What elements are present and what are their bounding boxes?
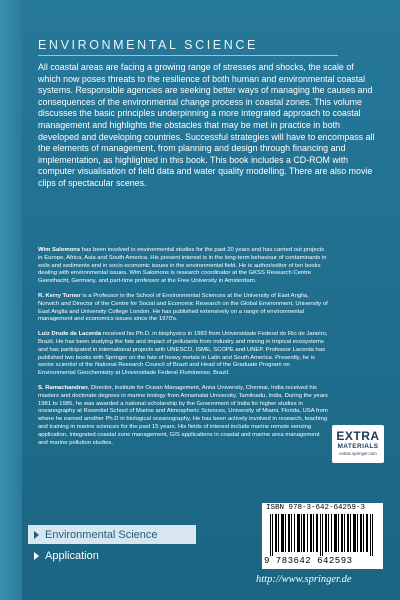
barcode-image xyxy=(270,514,376,556)
category-label: Environmental Science xyxy=(45,528,158,541)
isbn-text: ISBN 978-3-642-64259-3 xyxy=(266,504,366,512)
triangle-right-icon xyxy=(34,531,39,539)
author-bio xyxy=(38,293,328,324)
barcode-panel xyxy=(262,503,383,569)
category-application[interactable] xyxy=(28,546,196,565)
category-label: Application xyxy=(45,549,99,562)
book-description: All coastal areas are facing a growing range of stresses and shocks, the scale of which now poses threats to the resilience of both human and environmental coastal systems. Responsible agencies are seeking better ways of managing the causes and consequences of the environmental change process in coastal zones. This volume discusses the basic principles underpinning a more integrated approach to coastal management and highlights the obstacles that may be met in practice in both developed and developing countries. Successful strategies will have to encompass all the elements of management, from planning and design through financing and implementation, as highlighted in this book. This book includes a CD-ROM with computer visualisation of field data and water quality modelling. There are also movie clips of spectacular scenes. xyxy=(38,62,375,188)
extra-materials-badge[interactable] xyxy=(332,425,384,463)
series-title: ENVIRONMENTAL SCIENCE xyxy=(38,38,258,52)
barcode-digits: 9 783642 642593 xyxy=(264,556,353,566)
badge-title: EXTRA xyxy=(336,429,380,443)
author-bio-text: is a Professor in the School of Environmental Sciences at the University of East Anglia, Norwich and Director of the Centre for Social and Economic Research on the Global Environment, University of East Anglia and University College London. He has published extensively on a range of environmental management and economics issues since the 1970's. xyxy=(38,292,328,323)
author-name: Luiz Drude de Lacerda xyxy=(38,331,102,338)
badge-url: extras.springer.com xyxy=(339,451,377,456)
author-bio-text: received his Ph.D. in biophysics in 1983 from Universidade Federal do Rio de Janeiro, Brazil. He has been studying the fate and impact of pollutants from industry and mining in tropical ecosystems and has participated in international projects with UNESCO, ISME, SCOPE and UNEP. Professor Lacerda has published two books with Springer on the fate of heavy metals in Latin and South America. Presently, he is senior scientist of the National Research Council of Brazil and Head of the Graduate Program on Environmental Geochemistry at Universidade Federal Fluminense, Brazil. xyxy=(38,331,328,377)
triangle-right-icon xyxy=(34,552,39,560)
publisher-url[interactable]: http://www.springer.de xyxy=(256,574,352,585)
author-name: Wim Salomons xyxy=(38,247,81,253)
author-bio xyxy=(38,385,328,447)
author-name: R. Kerry Turner xyxy=(38,292,81,299)
author-bio-text: , Director, Institute for Ocean Management, Anna University, Chennai, India received his masters and doctorate degrees in marine biology from Annamalai University, Tamilnadu, India. During the years 1981 to 1985, he was awarded a national scholarship by the Government of India for higher studies in oceanography at Rosentiel School of Marine and Atmospheric Sciences, University of Miami, Florida, USA from where he earned another Ph.D in biological oceanography. He has been actively involved in research, teaching and training in marine sciences for the past 15 years. His fields of interest include marine remote sensing application, integrated coastal zone management, GIS applications in coastal and marine area management and marine pollution studies. xyxy=(38,384,328,446)
author-bio xyxy=(38,331,328,378)
author-bio-text: has been involved in environmental studies for the past 20 years and has carried out projects in Europe, Africa, Asia and South America. His present interest is in the long-term behaviour of contaminants in soils and sediments and in socio-economic issues in the environmental field. He is author/editor of ten books dealing with environmental issues. Wim Salomons is research coordinator at the GKSS Research Centre Geesthacht, Germany, and part-time professor at the Free University in Amsterdam. xyxy=(38,247,327,285)
badge-subtitle: MATERIALS xyxy=(337,443,379,450)
title-divider xyxy=(38,55,338,56)
author-bios xyxy=(38,247,328,454)
category-environmental-science[interactable] xyxy=(28,525,196,544)
author-name: S. Ramachandran xyxy=(38,384,88,391)
cover-edge-strip xyxy=(0,0,22,600)
author-bio xyxy=(38,247,328,286)
